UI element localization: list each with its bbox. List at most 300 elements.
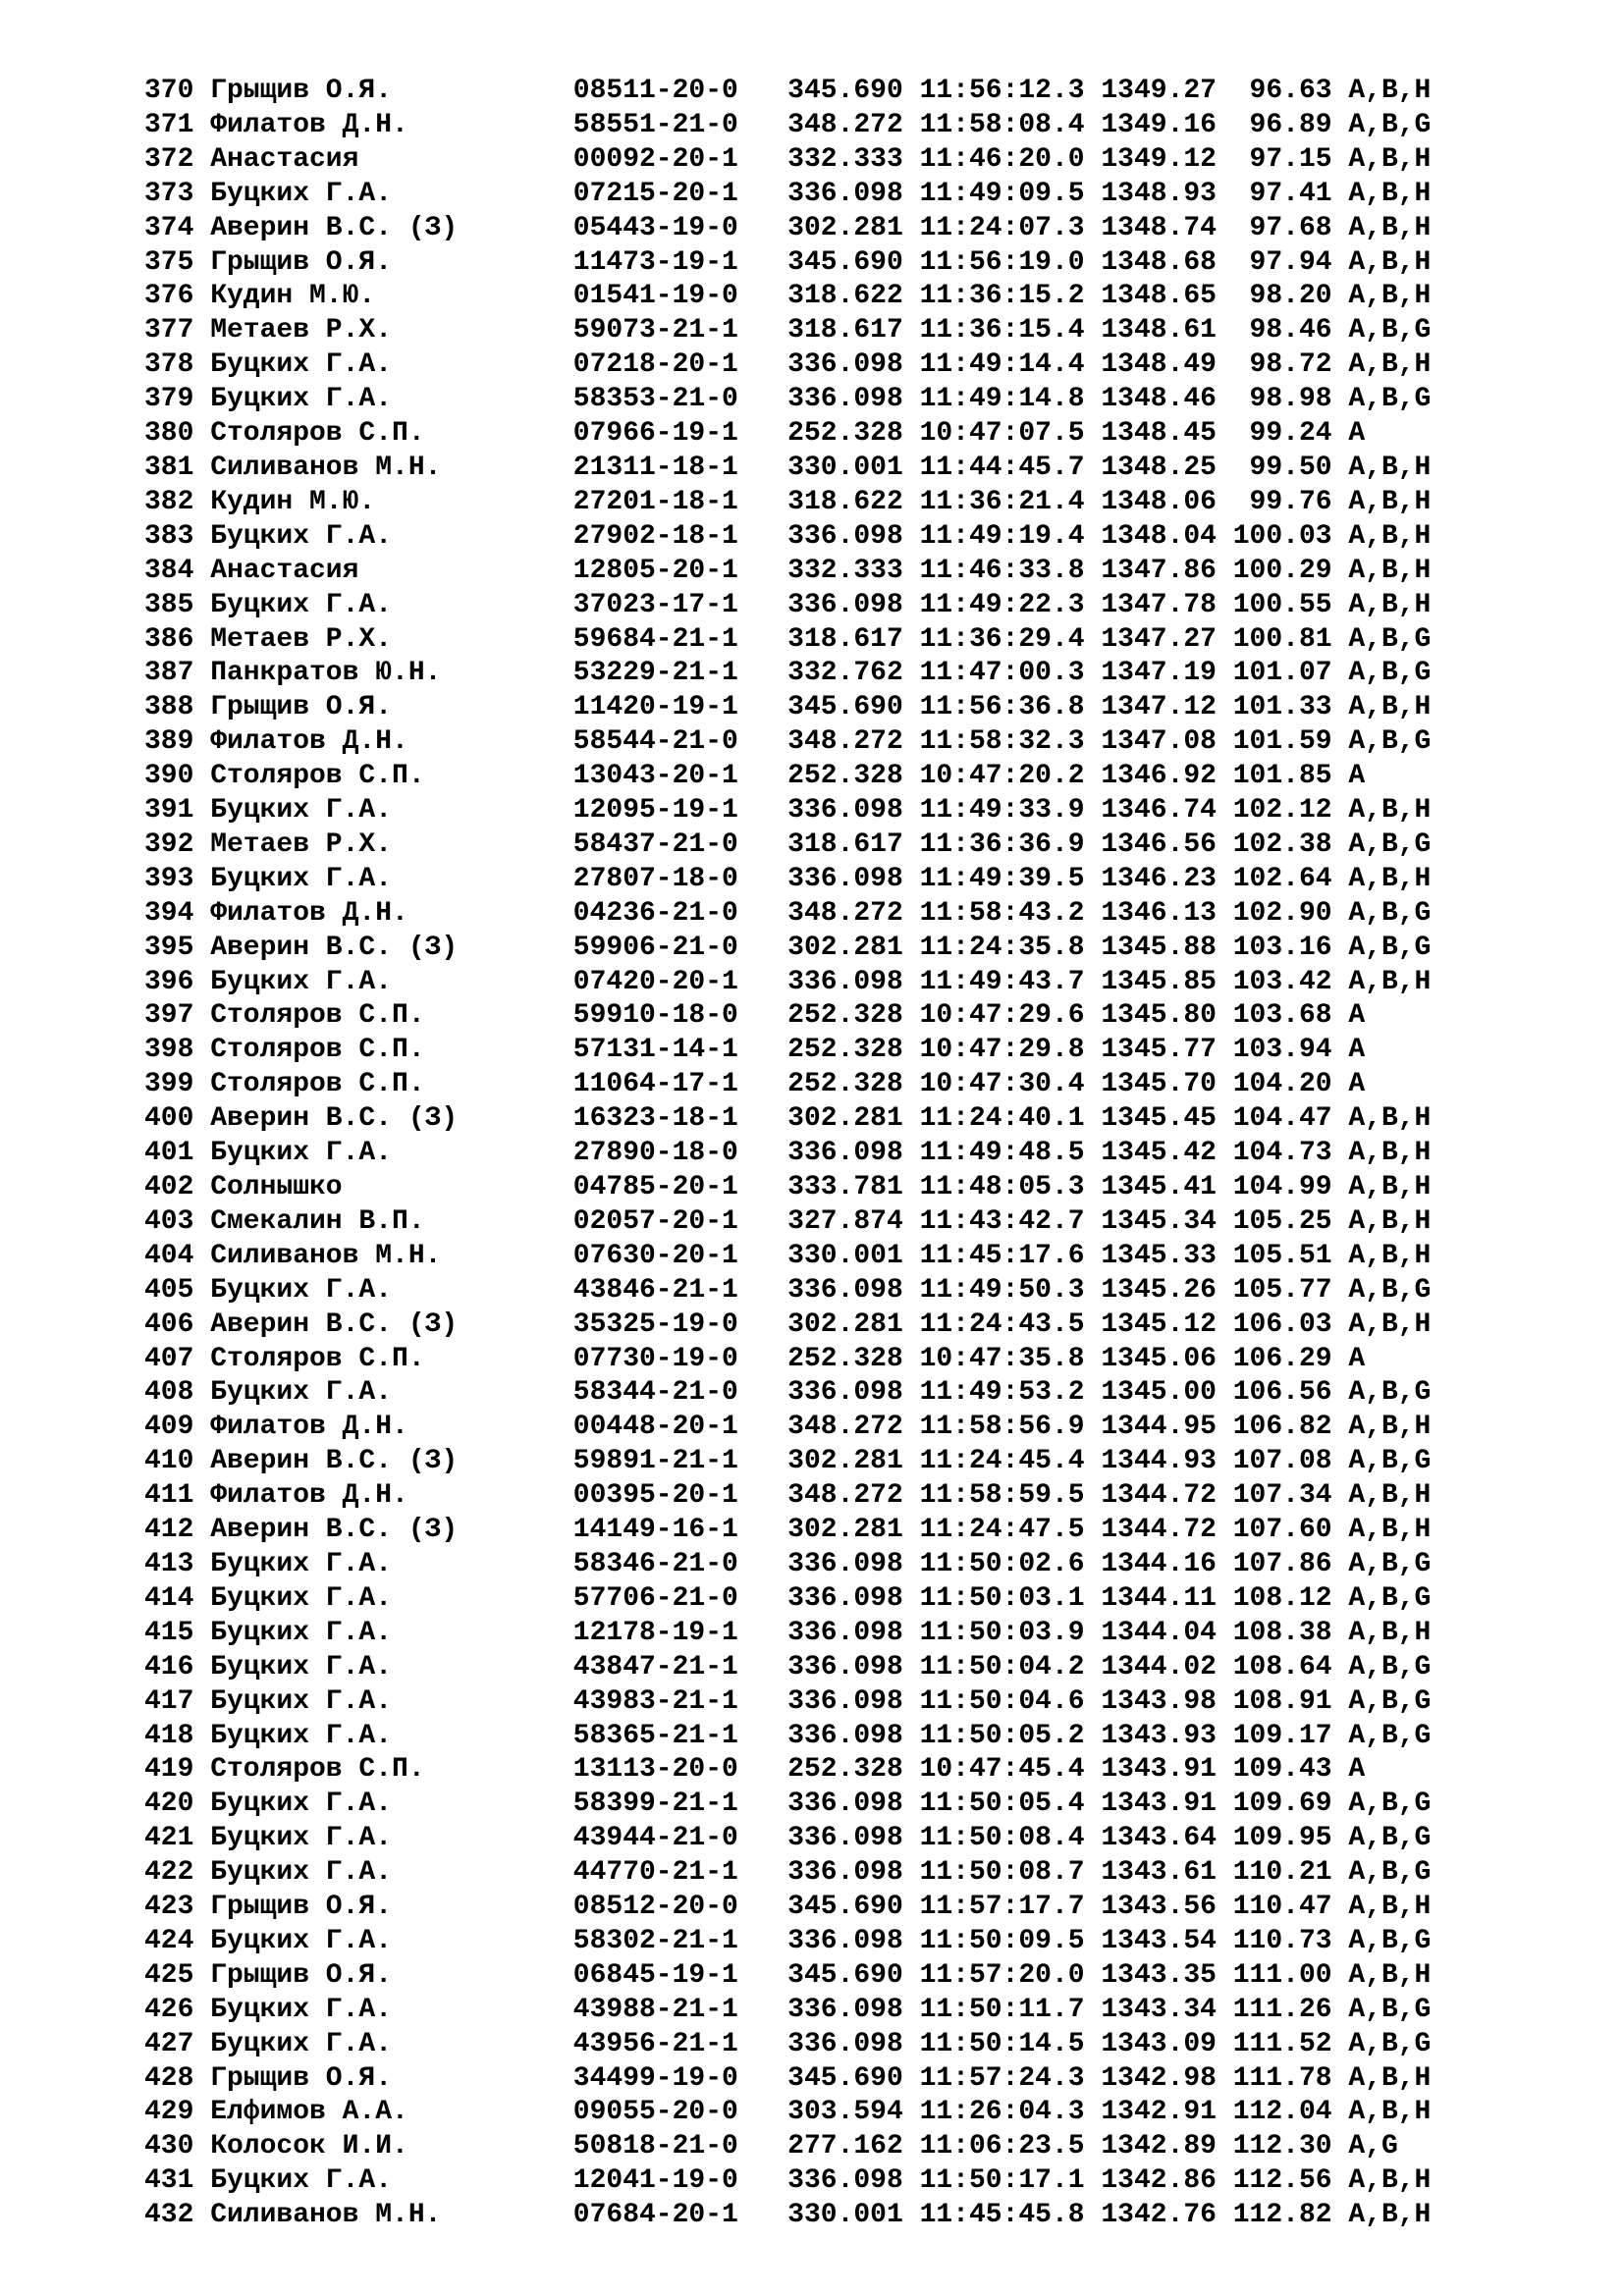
speed: 1345.41 — [1101, 1172, 1217, 1202]
categories: A,B,H — [1348, 589, 1432, 620]
distance: 318.617 — [787, 828, 903, 860]
ring-number: 37023-17-1 — [572, 589, 738, 620]
participant-name: Силиванов М.Н. — [210, 2200, 442, 2231]
table-row — [144, 280, 1431, 314]
coefficient: 102.64 — [1232, 863, 1332, 894]
distance: 336.098 — [787, 178, 903, 209]
table-row — [144, 1445, 1431, 1479]
coefficient: 101.59 — [1232, 726, 1332, 758]
speed: 1342.98 — [1101, 2062, 1217, 2094]
speed: 1346.13 — [1101, 897, 1217, 929]
distance: 348.272 — [787, 726, 903, 758]
table-row — [144, 109, 1431, 143]
participant-name: Буцких Г.А. — [210, 1823, 393, 1854]
speed: 1345.70 — [1101, 1069, 1217, 1100]
distance: 252.328 — [787, 1000, 903, 1032]
place-number: 398 — [144, 1035, 194, 1066]
speed: 1342.91 — [1101, 2097, 1217, 2128]
categories: A,B,H — [1348, 1515, 1432, 1546]
ring-number: 01541-19-0 — [572, 281, 738, 312]
arrival-time: 11:56:12.3 — [919, 76, 1085, 106]
categories: A,B,H — [1348, 349, 1432, 381]
place-number: 390 — [144, 761, 194, 792]
table-row — [144, 725, 1431, 760]
speed: 1344.72 — [1101, 1515, 1217, 1546]
table-row — [144, 246, 1431, 281]
place-number: 402 — [144, 1172, 194, 1202]
table-row — [144, 178, 1431, 212]
participant-name: Грыщив О.Я. — [210, 76, 393, 106]
place-number: 405 — [144, 1274, 194, 1306]
ring-number: 43847-21-1 — [572, 1651, 738, 1682]
arrival-time: 11:49:09.5 — [919, 178, 1085, 209]
table-row — [144, 999, 1431, 1034]
distance: 336.098 — [787, 2165, 903, 2197]
distance: 336.098 — [787, 1685, 903, 1717]
place-number: 397 — [144, 1000, 194, 1032]
table-row — [144, 2164, 1431, 2199]
place-number: 374 — [144, 212, 194, 243]
coefficient: 100.55 — [1232, 589, 1332, 620]
speed: 1343.91 — [1101, 1789, 1217, 1820]
speed: 1345.12 — [1101, 1308, 1217, 1340]
arrival-time: 11:50:04.6 — [919, 1685, 1085, 1717]
ring-number: 02057-20-1 — [572, 1205, 738, 1237]
arrival-time: 11:43:42.7 — [919, 1205, 1085, 1237]
distance: 318.622 — [787, 486, 903, 517]
categories: A,B,G — [1348, 932, 1432, 963]
coefficient: 107.86 — [1232, 1548, 1332, 1579]
distance: 336.098 — [787, 1789, 903, 1820]
participant-name: Буцких Г.А. — [210, 1925, 393, 1956]
categories: A,B,G — [1348, 1823, 1432, 1854]
table-row — [144, 1685, 1431, 1720]
coefficient: 100.29 — [1232, 555, 1332, 586]
participant-name: Аверин В.С. (З) — [210, 1308, 459, 1340]
distance: 336.098 — [787, 589, 903, 620]
ring-number: 12805-20-1 — [572, 555, 738, 586]
distance: 252.328 — [787, 1069, 903, 1100]
arrival-time: 11:44:45.7 — [919, 452, 1085, 483]
speed: 1344.93 — [1101, 1446, 1217, 1477]
table-row — [144, 1137, 1431, 1171]
distance: 318.617 — [787, 623, 903, 655]
participant-name: Буцких Г.А. — [210, 863, 393, 894]
distance: 336.098 — [787, 795, 903, 827]
arrival-time: 11:36:36.9 — [919, 828, 1085, 860]
coefficient: 97.41 — [1249, 178, 1332, 209]
categories: A,B,H — [1348, 486, 1432, 517]
table-row — [144, 1720, 1431, 1754]
place-number: 413 — [144, 1548, 194, 1579]
categories: A,B,H — [1348, 1138, 1432, 1169]
place-number: 392 — [144, 828, 194, 860]
speed: 1347.19 — [1101, 658, 1217, 689]
table-row — [144, 143, 1431, 178]
coefficient: 100.03 — [1232, 520, 1332, 552]
place-number: 404 — [144, 1240, 194, 1271]
coefficient: 110.21 — [1232, 1857, 1332, 1889]
table-row — [144, 1856, 1431, 1891]
ring-number: 04785-20-1 — [572, 1172, 738, 1202]
ring-number: 00395-20-1 — [572, 1480, 738, 1512]
ring-number: 34499-19-0 — [572, 2062, 738, 2094]
table-row — [144, 452, 1431, 486]
ring-number: 58365-21-1 — [572, 1720, 738, 1751]
participant-name: Кудин М.Ю. — [210, 486, 376, 517]
place-number: 418 — [144, 1720, 194, 1751]
table-row — [144, 1068, 1431, 1102]
participant-name: Силиванов М.Н. — [210, 452, 442, 483]
categories: A,B,H — [1348, 452, 1432, 483]
table-row — [144, 1651, 1431, 1685]
ring-number: 43944-21-0 — [572, 1823, 738, 1854]
categories: A,B,G — [1348, 726, 1432, 758]
ring-number: 05443-19-0 — [572, 212, 738, 243]
arrival-time: 11:06:23.5 — [919, 2131, 1085, 2163]
distance: 336.098 — [787, 520, 903, 552]
categories: A,B,H — [1348, 2165, 1432, 2197]
table-row — [144, 589, 1431, 623]
ring-number: 07215-20-1 — [572, 178, 738, 209]
arrival-time: 11:50:04.2 — [919, 1651, 1085, 1682]
speed: 1348.68 — [1101, 246, 1217, 278]
participant-name: Елфимов А.А. — [210, 2097, 408, 2128]
place-number: 370 — [144, 76, 194, 106]
distance: 336.098 — [787, 863, 903, 894]
table-row — [144, 1479, 1431, 1514]
categories: A,B,G — [1348, 1274, 1432, 1306]
participant-name: Солнышко — [210, 1172, 343, 1202]
participant-name: Метаев Р.Х. — [210, 828, 393, 860]
speed: 1346.56 — [1101, 828, 1217, 860]
participant-name: Буцких Г.А. — [210, 1651, 393, 1682]
table-row — [144, 2130, 1431, 2164]
table-row — [144, 75, 1431, 109]
place-number: 389 — [144, 726, 194, 758]
categories: A,B,H — [1348, 795, 1432, 827]
participant-name: Метаев Р.Х. — [210, 623, 393, 655]
arrival-time: 11:24:07.3 — [919, 212, 1085, 243]
place-number: 421 — [144, 1823, 194, 1854]
arrival-time: 11:58:43.2 — [919, 897, 1085, 929]
table-row — [144, 1891, 1431, 1925]
categories: A,B,H — [1348, 1617, 1432, 1648]
coefficient: 108.38 — [1232, 1617, 1332, 1648]
distance: 345.690 — [787, 1959, 903, 1991]
participant-name: Силиванов М.Н. — [210, 1240, 442, 1271]
distance: 336.098 — [787, 349, 903, 381]
place-number: 410 — [144, 1446, 194, 1477]
participant-name: Буцких Г.А. — [210, 349, 393, 381]
participant-name: Грыщив О.Я. — [210, 2062, 393, 2094]
distance: 345.690 — [787, 2062, 903, 2094]
place-number: 419 — [144, 1754, 194, 1786]
coefficient: 101.07 — [1232, 658, 1332, 689]
categories: A — [1348, 761, 1366, 792]
categories: A,B,H — [1348, 2200, 1432, 2231]
speed: 1345.00 — [1101, 1377, 1217, 1409]
participant-name: Столяров С.П. — [210, 1343, 425, 1374]
participant-name: Аверин В.С. (З) — [210, 1515, 459, 1546]
arrival-time: 10:47:07.5 — [919, 418, 1085, 450]
categories: A,B,H — [1348, 1103, 1432, 1135]
participant-name: Буцких Г.А. — [210, 2028, 393, 2059]
ring-number: 14149-16-1 — [572, 1515, 738, 1546]
coefficient: 105.25 — [1232, 1205, 1332, 1237]
distance: 336.098 — [787, 1377, 903, 1409]
participant-name: Буцких Г.А. — [210, 1274, 393, 1306]
place-number: 393 — [144, 863, 194, 894]
table-row — [144, 1548, 1431, 1582]
table-row — [144, 520, 1431, 555]
place-number: 391 — [144, 795, 194, 827]
table-row — [144, 1102, 1431, 1137]
place-number: 400 — [144, 1103, 194, 1135]
coefficient: 98.46 — [1249, 315, 1332, 347]
place-number: 430 — [144, 2131, 194, 2163]
results-table — [144, 75, 1431, 2233]
categories: A,B,H — [1348, 966, 1432, 997]
ring-number: 58544-21-0 — [572, 726, 738, 758]
categories: A,B,H — [1348, 76, 1432, 106]
speed: 1345.34 — [1101, 1205, 1217, 1237]
table-row — [144, 1034, 1431, 1068]
categories: A,B,G — [1348, 623, 1432, 655]
place-number: 373 — [144, 178, 194, 209]
categories: A,B,H — [1348, 1892, 1432, 1923]
coefficient: 98.98 — [1249, 384, 1332, 415]
categories: A,B,G — [1348, 1789, 1432, 1820]
participant-name: Буцких Г.А. — [210, 384, 393, 415]
place-number: 401 — [144, 1138, 194, 1169]
arrival-time: 10:47:35.8 — [919, 1343, 1085, 1374]
ring-number: 59684-21-1 — [572, 623, 738, 655]
categories: A,B,H — [1348, 2062, 1432, 2094]
arrival-time: 11:49:33.9 — [919, 795, 1085, 827]
table-row — [144, 1343, 1431, 1377]
distance: 336.098 — [787, 1857, 903, 1889]
speed: 1347.86 — [1101, 555, 1217, 586]
distance: 336.098 — [787, 966, 903, 997]
table-row — [144, 1994, 1431, 2028]
speed: 1346.23 — [1101, 863, 1217, 894]
distance: 302.281 — [787, 932, 903, 963]
participant-name: Анастасия — [210, 143, 359, 175]
ring-number: 27201-18-1 — [572, 486, 738, 517]
speed: 1348.06 — [1101, 486, 1217, 517]
distance: 345.690 — [787, 692, 903, 723]
table-row — [144, 383, 1431, 417]
arrival-time: 11:49:53.2 — [919, 1377, 1085, 1409]
arrival-time: 11:50:03.1 — [919, 1582, 1085, 1614]
ring-number: 27902-18-1 — [572, 520, 738, 552]
categories: A,B,G — [1348, 1377, 1432, 1409]
ring-number: 06845-19-1 — [572, 1959, 738, 1991]
arrival-time: 10:47:29.6 — [919, 1000, 1085, 1032]
arrival-time: 11:57:20.0 — [919, 1959, 1085, 1991]
arrival-time: 11:50:14.5 — [919, 2028, 1085, 2059]
coefficient: 108.12 — [1232, 1582, 1332, 1614]
coefficient: 110.47 — [1232, 1892, 1332, 1923]
categories: A,B,G — [1348, 828, 1432, 860]
participant-name: Буцких Г.А. — [210, 795, 393, 827]
arrival-time: 11:50:02.6 — [919, 1548, 1085, 1579]
arrival-time: 11:49:14.4 — [919, 349, 1085, 381]
arrival-time: 11:36:21.4 — [919, 486, 1085, 517]
arrival-time: 11:49:19.4 — [919, 520, 1085, 552]
speed: 1343.54 — [1101, 1925, 1217, 1956]
ring-number: 50818-21-0 — [572, 2131, 738, 2163]
place-number: 428 — [144, 2062, 194, 2094]
speed: 1345.26 — [1101, 1274, 1217, 1306]
coefficient: 111.78 — [1232, 2062, 1332, 2094]
arrival-time: 11:49:50.3 — [919, 1274, 1085, 1306]
speed: 1343.93 — [1101, 1720, 1217, 1751]
place-number: 427 — [144, 2028, 194, 2059]
categories: A,B,G — [1348, 897, 1432, 929]
table-row — [144, 1205, 1431, 1240]
table-row — [144, 2199, 1431, 2233]
coefficient: 104.99 — [1232, 1172, 1332, 1202]
place-number: 399 — [144, 1069, 194, 1100]
coefficient: 109.95 — [1232, 1823, 1332, 1854]
participant-name: Грыщив О.Я. — [210, 692, 393, 723]
coefficient: 102.12 — [1232, 795, 1332, 827]
place-number: 396 — [144, 966, 194, 997]
coefficient: 111.00 — [1232, 1959, 1332, 1991]
place-number: 407 — [144, 1343, 194, 1374]
place-number: 388 — [144, 692, 194, 723]
participant-name: Кудин М.Ю. — [210, 281, 376, 312]
speed: 1344.02 — [1101, 1651, 1217, 1682]
place-number: 415 — [144, 1617, 194, 1648]
table-row — [144, 555, 1431, 589]
coefficient: 106.82 — [1232, 1412, 1332, 1443]
speed: 1345.42 — [1101, 1138, 1217, 1169]
categories: A,G — [1348, 2131, 1398, 2163]
distance: 336.098 — [787, 1720, 903, 1751]
place-number: 423 — [144, 1892, 194, 1923]
categories: A,B,G — [1348, 1446, 1432, 1477]
ring-number: 58551-21-0 — [572, 109, 738, 140]
table-row — [144, 1925, 1431, 1959]
arrival-time: 11:50:11.7 — [919, 1994, 1085, 2025]
place-number: 411 — [144, 1480, 194, 1512]
categories: A — [1348, 1343, 1366, 1374]
coefficient: 104.73 — [1232, 1138, 1332, 1169]
place-number: 429 — [144, 2097, 194, 2128]
coefficient: 102.90 — [1232, 897, 1332, 929]
ring-number: 59906-21-0 — [572, 932, 738, 963]
ring-number: 58353-21-0 — [572, 384, 738, 415]
arrival-time: 11:58:56.9 — [919, 1412, 1085, 1443]
participant-name: Филатов Д.Н. — [210, 1412, 408, 1443]
speed: 1348.93 — [1101, 178, 1217, 209]
coefficient: 111.26 — [1232, 1994, 1332, 2025]
place-number: 394 — [144, 897, 194, 929]
coefficient: 109.43 — [1232, 1754, 1332, 1786]
ring-number: 44770-21-1 — [572, 1857, 738, 1889]
categories: A,B,G — [1348, 1582, 1432, 1614]
categories: A,B,G — [1348, 1685, 1432, 1717]
distance: 336.098 — [787, 1994, 903, 2025]
arrival-time: 11:45:17.6 — [919, 1240, 1085, 1271]
arrival-time: 11:24:47.5 — [919, 1515, 1085, 1546]
categories: A,B,G — [1348, 1548, 1432, 1579]
participant-name: Столяров С.П. — [210, 1035, 425, 1066]
speed: 1348.65 — [1101, 281, 1217, 312]
place-number: 409 — [144, 1412, 194, 1443]
distance: 336.098 — [787, 1548, 903, 1579]
coefficient: 109.17 — [1232, 1720, 1332, 1751]
distance: 302.281 — [787, 212, 903, 243]
distance: 327.874 — [787, 1205, 903, 1237]
arrival-time: 11:36:15.4 — [919, 315, 1085, 347]
arrival-time: 10:47:20.2 — [919, 761, 1085, 792]
distance: 330.001 — [787, 452, 903, 483]
ring-number: 12095-19-1 — [572, 795, 738, 827]
arrival-time: 11:24:40.1 — [919, 1103, 1085, 1135]
ring-number: 35325-19-0 — [572, 1308, 738, 1340]
speed: 1344.16 — [1101, 1548, 1217, 1579]
categories: A,B,H — [1348, 692, 1432, 723]
categories: A,B,G — [1348, 1720, 1432, 1751]
coefficient: 105.51 — [1232, 1240, 1332, 1271]
speed: 1348.46 — [1101, 384, 1217, 415]
table-row — [144, 794, 1431, 828]
ring-number: 00448-20-1 — [572, 1412, 738, 1443]
speed: 1347.12 — [1101, 692, 1217, 723]
distance: 336.098 — [787, 1138, 903, 1169]
arrival-time: 11:50:03.9 — [919, 1617, 1085, 1648]
table-row — [144, 417, 1431, 452]
coefficient: 98.72 — [1249, 349, 1332, 381]
ring-number: 09055-20-0 — [572, 2097, 738, 2128]
distance: 345.690 — [787, 1892, 903, 1923]
arrival-time: 11:46:20.0 — [919, 143, 1085, 175]
arrival-time: 11:24:35.8 — [919, 932, 1085, 963]
place-number: 432 — [144, 2200, 194, 2231]
ring-number: 43983-21-1 — [572, 1685, 738, 1717]
place-number: 379 — [144, 384, 194, 415]
arrival-time: 10:47:45.4 — [919, 1754, 1085, 1786]
ring-number: 07630-20-1 — [572, 1240, 738, 1271]
table-row — [144, 828, 1431, 863]
participant-name: Аверин В.С. (З) — [210, 1446, 459, 1477]
ring-number: 12178-19-1 — [572, 1617, 738, 1648]
participant-name: Буцких Г.А. — [210, 1789, 393, 1820]
ring-number: 59073-21-1 — [572, 315, 738, 347]
table-row — [144, 932, 1431, 966]
distance: 332.762 — [787, 658, 903, 689]
coefficient: 102.38 — [1232, 828, 1332, 860]
distance: 336.098 — [787, 1274, 903, 1306]
categories: A,B,H — [1348, 246, 1432, 278]
table-row — [144, 623, 1431, 658]
arrival-time: 11:49:22.3 — [919, 589, 1085, 620]
table-row — [144, 1753, 1431, 1788]
distance: 302.281 — [787, 1308, 903, 1340]
categories: A,B,H — [1348, 178, 1432, 209]
arrival-time: 11:58:32.3 — [919, 726, 1085, 758]
arrival-time: 11:57:24.3 — [919, 2062, 1085, 2094]
speed: 1346.74 — [1101, 795, 1217, 827]
categories: A,B,G — [1348, 1925, 1432, 1956]
participant-name: Буцких Г.А. — [210, 1582, 393, 1614]
participant-name: Аверин В.С. (З) — [210, 1103, 459, 1135]
speed: 1349.12 — [1101, 143, 1217, 175]
